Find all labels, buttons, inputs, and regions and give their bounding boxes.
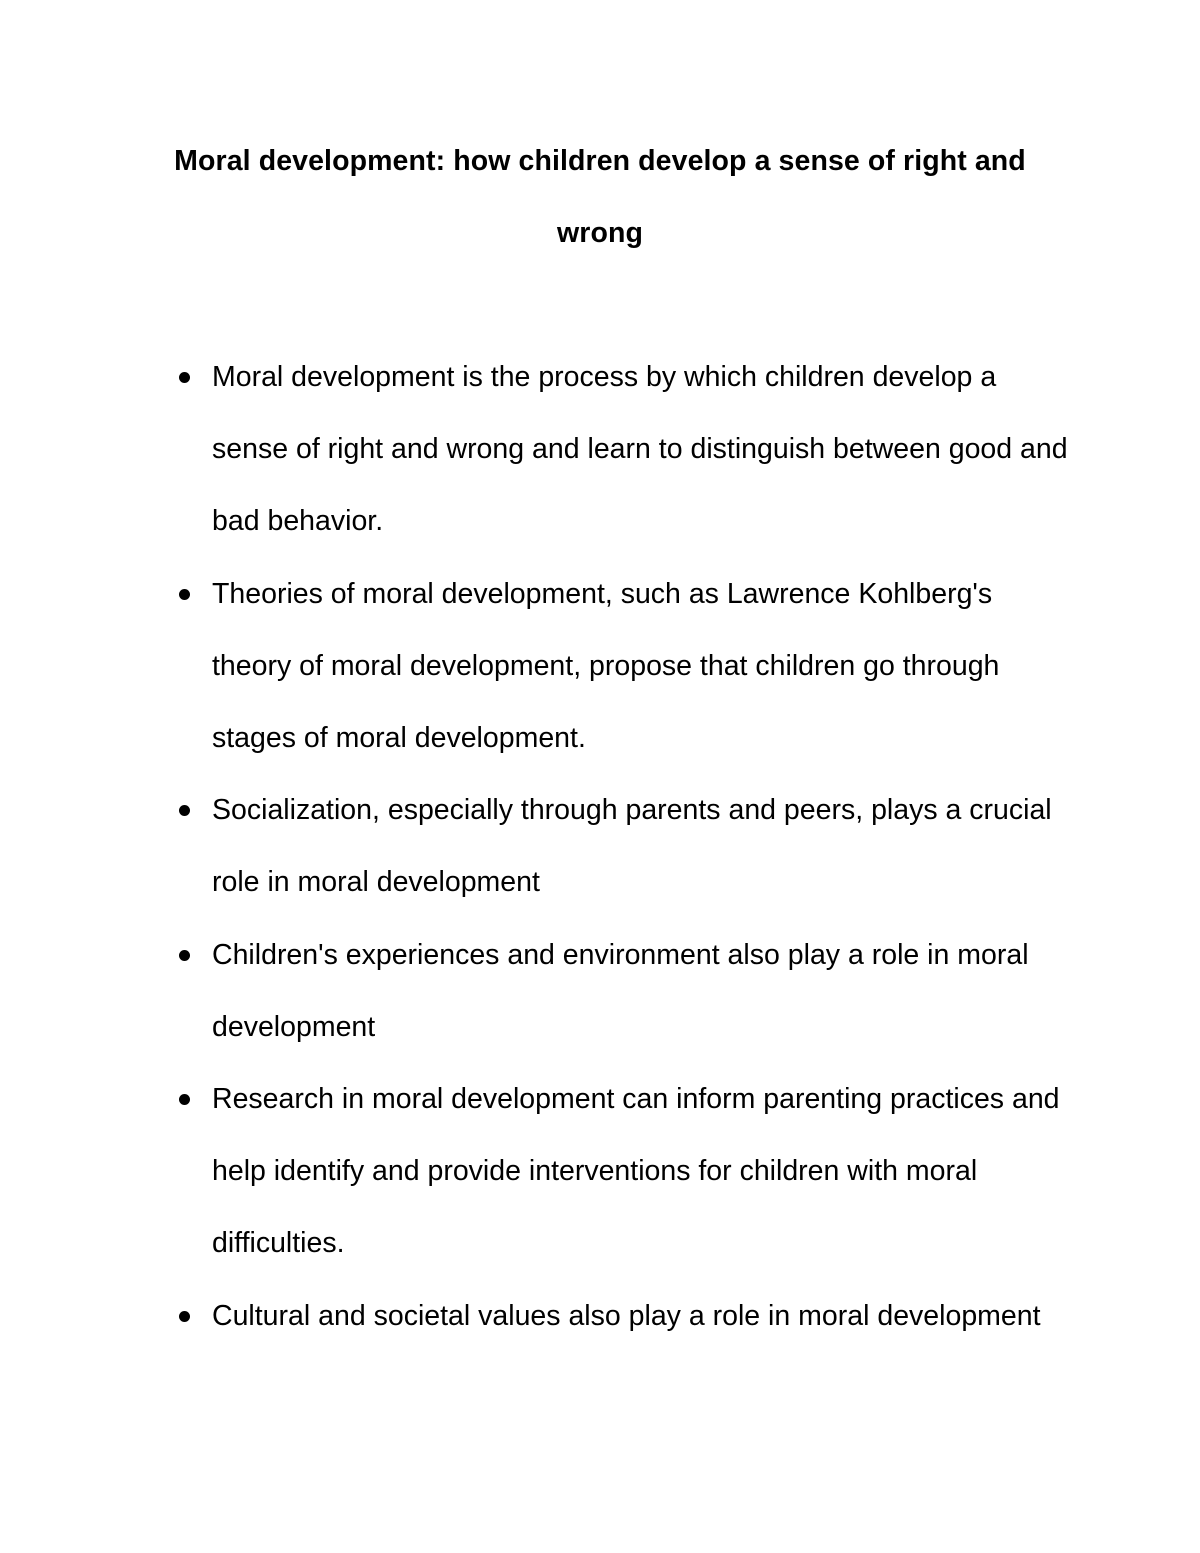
- list-item: [212, 774, 1072, 918]
- list-item: [212, 1280, 1072, 1352]
- list-item-text: Moral development is the process by which children develop a sense of right and wrong and learn to distinguish between good and bad behavior.: [212, 361, 1068, 538]
- list-item-text: Research in moral development can inform parenting practices and help identify and provide interventions for children with moral difficulties.: [212, 1083, 1060, 1260]
- list-item: [212, 919, 1072, 1063]
- list-item-text: Theories of moral development, such as Lawrence Kohlberg's theory of moral development, propose that children go through stages of moral development.: [212, 577, 1000, 755]
- bullet-dot-icon: [179, 950, 190, 961]
- list-item: [212, 341, 1072, 558]
- list-item: [212, 1063, 1072, 1280]
- bullet-dot-icon: [179, 589, 190, 600]
- document-title: Moral development: how children develop a sense of right and wrong: [174, 145, 1026, 249]
- bullet-dot-icon: [179, 372, 190, 383]
- list-item: [212, 558, 1072, 775]
- bullet-dot-icon: [179, 1311, 190, 1322]
- list-item-text: Cultural and societal values also play a role in moral development: [212, 1299, 1041, 1332]
- bullet-list: [212, 341, 1072, 1352]
- bullet-dot-icon: [179, 1094, 190, 1105]
- list-item-text: Children's experiences and environment also play a role in moral development: [212, 938, 1029, 1043]
- bullet-dot-icon: [179, 805, 190, 816]
- list-item-text: Socialization, especially through parents and peers, plays a crucial role in moral development: [212, 794, 1052, 899]
